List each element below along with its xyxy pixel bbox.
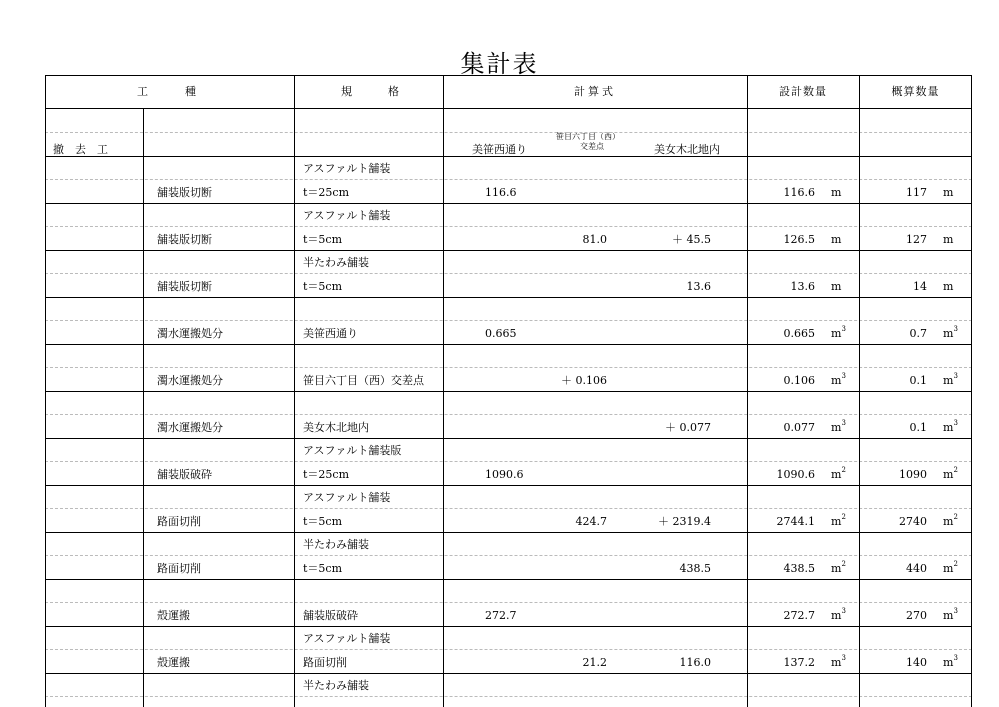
row-midline [45,696,972,697]
row-midline [45,273,972,274]
spec-top-cell: 半たわみ舗装 [303,256,369,269]
spec-cell: 美女木北地内 [303,421,369,434]
design-qty-value: 137.2 [783,656,815,669]
column-line [443,75,444,707]
estimate-qty-unit [943,468,958,482]
estimate-qty-value: 127 [906,233,927,246]
spec-top-cell: 半たわみ舗装 [303,538,369,551]
row-midline [45,320,972,321]
work-type-cell: 路面切削 [157,562,201,575]
header-work-type-right: 種 [185,85,199,98]
spec-cell: 舗装版破砕 [303,609,358,622]
design-qty-unit [831,468,846,482]
work-type-cell: 舗装版切断 [157,186,212,199]
row-divider [45,532,972,533]
design-qty-value: 438.5 [783,562,815,575]
row-divider [45,344,972,345]
unit-exponent: 2 [841,466,846,474]
formula-value-2: 424.7 [575,515,607,528]
spec-cell: t＝5cm [303,515,343,528]
spec-cell: 笹目六丁目（西）交差点 [303,374,424,387]
row-midline [45,555,972,556]
formula-value-3: ＋ 0.077 [665,421,711,434]
unit-exponent: 2 [953,466,958,474]
unit-text: m [943,233,954,246]
unit-text: m [943,656,954,669]
design-qty-unit [831,656,846,670]
spec-cell: t＝5cm [303,280,343,293]
formula-value-3: 13.6 [686,280,711,293]
design-qty-value: 2744.1 [776,515,815,528]
estimate-qty-value: 0.1 [909,421,927,434]
design-qty-unit [831,280,841,294]
formula-value-2: 21.2 [582,656,607,669]
formula-value-2: 81.0 [582,233,607,246]
estimate-qty-unit [943,609,958,623]
design-qty-value: 116.6 [783,186,815,199]
estimate-qty-value: 1090 [899,468,927,481]
spec-top-cell: アスファルト舗装 [303,491,391,504]
unit-text: m [831,327,842,340]
unit-exponent: 3 [841,325,846,333]
estimate-qty-value: 117 [906,186,927,199]
column-line [143,108,144,707]
row-divider [45,485,972,486]
unit-exponent: 3 [953,372,958,380]
column-line [747,75,748,707]
formula-value-3: 116.0 [679,656,711,669]
design-qty-value: 13.6 [790,280,815,293]
formula-value-3: ＋ 45.5 [672,233,711,246]
unit-exponent: 3 [953,607,958,615]
unit-text: m [943,280,954,293]
row-divider [45,250,972,251]
unit-text: m [943,515,954,528]
location-3: 美女木北地内 [654,143,720,156]
row-divider [45,626,972,627]
unit-exponent: 2 [841,513,846,521]
header-work-type-left: 工 [137,85,151,98]
row-divider [45,438,972,439]
estimate-qty-value: 0.7 [909,327,927,340]
estimate-qty-value: 2740 [899,515,927,528]
unit-exponent: 3 [841,372,846,380]
unit-text: m [831,562,842,575]
spec-top-cell: アスファルト舗装版 [303,444,402,457]
spec-top-cell: アスファルト舗装 [303,632,391,645]
design-qty-value: 0.665 [783,327,815,340]
estimate-qty-unit [943,562,958,576]
location-2-line2: 交差点 [580,142,604,151]
formula-value-3: 438.5 [679,562,711,575]
unit-text: m [831,421,842,434]
spec-cell: t＝5cm [303,562,343,575]
row-divider [45,156,972,157]
work-type-cell: 濁水運搬処分 [157,374,223,387]
design-qty-value: 126.5 [783,233,815,246]
header-formula: 計算式 [574,85,616,98]
work-type-cell: 舗装版破砕 [157,468,212,481]
row-divider [45,673,972,674]
column-line [971,75,972,707]
unit-exponent: 2 [953,513,958,521]
header-spec-right: 格 [388,85,402,98]
row-midline [45,414,972,415]
design-qty-unit [831,609,846,623]
unit-text: m [943,609,954,622]
estimate-qty-value: 270 [906,609,927,622]
unit-text: m [831,186,842,199]
header-divider [45,108,972,109]
row-midline [45,226,972,227]
row-midline [45,602,972,603]
spec-cell: t＝5cm [303,233,343,246]
row-midline [45,179,972,180]
unit-text: m [831,515,842,528]
design-qty-unit [831,562,846,576]
table-border-top [45,75,972,76]
work-type-cell: 舗装版切断 [157,280,212,293]
formula-value-1: 116.6 [485,186,517,199]
unit-exponent: 3 [841,607,846,615]
work-type-cell: 殻運搬 [157,656,190,669]
estimate-qty-unit [943,374,958,388]
spec-cell: 美笹西通り [303,327,358,340]
design-qty-value: 0.106 [783,374,815,387]
row-divider [45,579,972,580]
unit-text: m [831,468,842,481]
unit-exponent: 2 [953,560,958,568]
design-qty-value: 0.077 [783,421,815,434]
row-midline [45,508,972,509]
location-1: 美笹西通り [472,143,527,156]
formula-value-2: ＋ 0.106 [561,374,607,387]
design-qty-value: 1090.6 [776,468,815,481]
estimate-qty-unit [943,421,958,435]
work-type-cell: 路面切削 [157,515,201,528]
estimate-qty-value: 0.1 [909,374,927,387]
work-type-cell: 濁水運搬処分 [157,327,223,340]
estimate-qty-unit [943,233,953,247]
unit-text: m [831,656,842,669]
row-divider [45,297,972,298]
formula-value-1: 1090.6 [485,468,524,481]
spec-cell: 路面切削 [303,656,347,669]
design-qty-unit [831,186,841,200]
spec-top-cell: 半たわみ舗装 [303,679,369,692]
unit-text: m [943,562,954,575]
row-divider [45,203,972,204]
spec-cell: t＝25cm [303,468,350,481]
location-2-line1: 笹目六丁目（西） [556,132,620,141]
unit-text: m [943,468,954,481]
design-qty-unit [831,374,846,388]
unit-text: m [943,186,954,199]
design-qty-value: 272.7 [783,609,815,622]
row-midline [45,367,972,368]
design-qty-unit [831,421,846,435]
formula-value-3: ＋ 2319.4 [658,515,711,528]
row-midline [45,132,972,133]
estimate-qty-unit [943,186,953,200]
column-line [45,75,46,707]
unit-text: m [943,374,954,387]
work-type-cell: 濁水運搬処分 [157,421,223,434]
unit-text: m [943,421,954,434]
header-estimate-qty: 概算数量 [891,85,940,98]
estimate-qty-unit [943,656,958,670]
estimate-qty-value: 14 [913,280,927,293]
header-design-qty: 設計数量 [779,85,827,98]
unit-exponent: 3 [953,654,958,662]
row-divider [45,391,972,392]
design-qty-unit [831,233,841,247]
column-line [859,75,860,707]
design-qty-unit [831,327,846,341]
estimate-qty-unit [943,515,958,529]
unit-text: m [831,280,842,293]
unit-text: m [943,327,954,340]
summary-table [45,75,972,707]
estimate-qty-value: 440 [906,562,927,575]
unit-exponent: 3 [841,654,846,662]
unit-exponent: 2 [841,560,846,568]
column-line [294,75,295,707]
header-spec-left: 規 [341,85,355,98]
estimate-qty-value: 140 [906,656,927,669]
page-title: 集計表 [460,50,539,78]
unit-text: m [831,609,842,622]
spec-top-cell: アスファルト舗装 [303,162,391,175]
design-qty-unit [831,515,846,529]
section-label: 撤 去 工 [53,143,108,156]
row-midline [45,649,972,650]
formula-value-1: 0.665 [485,327,517,340]
unit-text: m [831,374,842,387]
unit-exponent: 3 [953,325,958,333]
unit-exponent: 3 [953,419,958,427]
estimate-qty-unit [943,327,958,341]
row-midline [45,461,972,462]
work-type-cell: 舗装版切断 [157,233,212,246]
estimate-qty-unit [943,280,953,294]
spec-cell: t＝25cm [303,186,350,199]
unit-exponent: 3 [841,419,846,427]
unit-text: m [831,233,842,246]
spec-top-cell: アスファルト舗装 [303,209,391,222]
work-type-cell: 殻運搬 [157,609,190,622]
formula-value-1: 272.7 [485,609,517,622]
